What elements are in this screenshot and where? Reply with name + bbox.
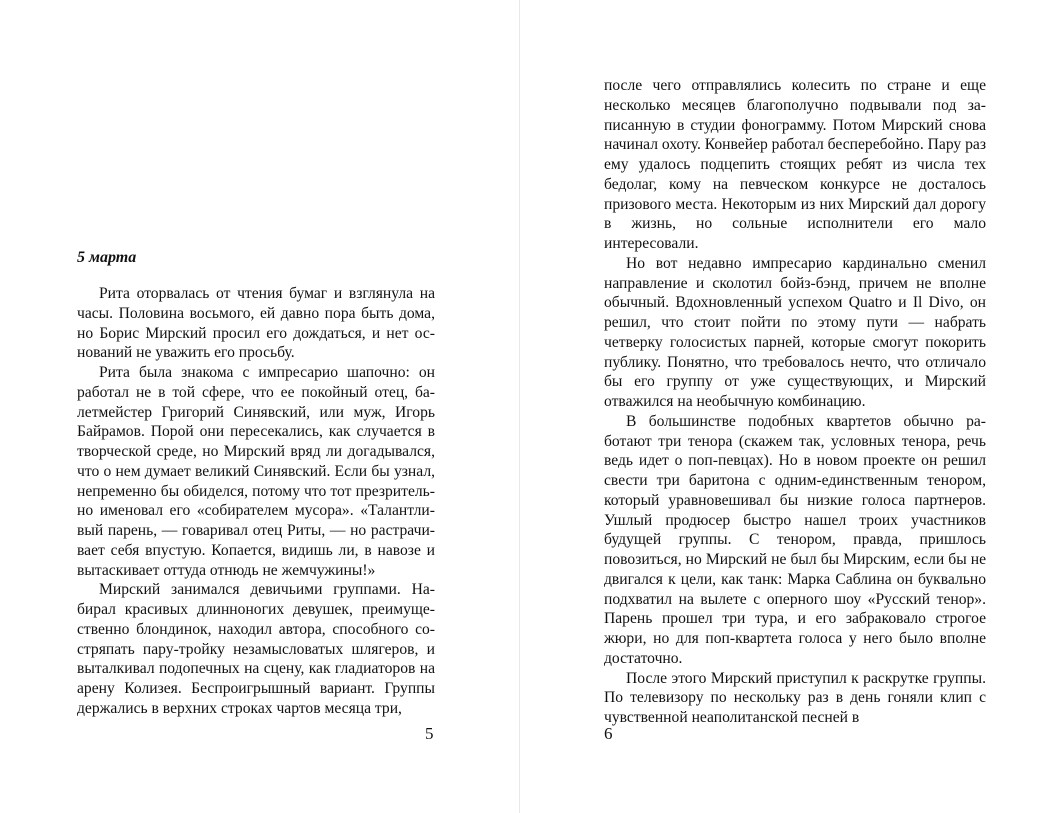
chapter-heading: 5 марта [77, 249, 137, 266]
paragraph: Но вот недавно импресарио кардинально сменил направление и сколотил бойз-бэнд, причем не вполне обычный. Вдохновленный успехом Quatro и Il Divo, он решил, что стоит пойти по этому пути — набрать четверку голосистых парней, которые смогут покорить публику. Понятно, что требовалось нечто, что отличало бы его группу от уже существующих, и Мирский отважился на необычную комбинацию. [604, 254, 986, 410]
left-page-text [77, 284, 435, 719]
page-number: 5 [425, 724, 434, 743]
right-page [520, 0, 1042, 813]
paragraph: В большинстве подобных квартетов обычно работают три тенора (скажем так, условных тенора, речь ведь идет о поп-певцах). Но в новом проекте он решил свести три баритона с одним-единственным тенором, который уравновешивал бы низкие голоса партнеров. Ушлый продюсер быстро нашел троих участников будущей группы. С тенором, правда, пришлось повозиться, но Мирский не был бы Мирским, если бы не двигался к цели, как танк: Марка Саблина он буквально подхватил на вылете с оперного шоу «Русский тенор». Парень прошел три тура, и его забраковало строгое жюри, но для поп-квартета голоса у него было вполне достаточно. [604, 412, 986, 667]
paragraph: после чего отправлялись колесить по стране и еще несколько месяцев благополучно подвывали под записанную в студии фонограмму. Потом Мирский снова начинал охоту. Конвейер работал бесперебойно. Пару раз ему удалось подцепить стоящих ребят из числа тех бедолаг, кому на певческом конкурсе не досталось призового места. Некоторым из них Мирский дал дорогу в жизнь, но сольные исполнители его мало интересовали. [604, 77, 986, 252]
paragraph: Мирский занимался девичьими группами. Набирал красивых длинноногих девушек, преимущественно блондинок, находил автора, способного состряпать пару-тройку незамысловатых шлягеров, и выталкивал подопечных на сцену, как гладиаторов на арену Колизея. Беспроигрышный вариант. Группы держались в верхних строках чартов месяца три, [77, 581, 435, 717]
left-page [0, 0, 519, 813]
page-number: 6 [604, 724, 613, 743]
paragraph: Рита была знакома с импресарио шапочно: он работал не в той сфере, что ее покойный отец, балетмейстер Григорий Синявский, или муж, Игорь Байрамов. Порой они пересекались, как случается в творческой среде, но Мирский вряд ли догадывался, что о нем думает великий Синявский. Если бы узнал, непременно бы обиделся, потому что тот презрительно именовал его «собирателем мусора». «Талантливый парень, — говаривал отец Риты, — но растрачивает себя впустую. Копается, видишь ли, в навозе и вытаскивает оттуда отнюдь не жемчужины!» [77, 364, 435, 579]
paragraph: После этого Мирский приступил к раскрутке группы. По телевизору по нескольку раз в день гоняли клип с чувственной неаполитанской песней в [604, 669, 986, 726]
right-page-text [604, 76, 986, 728]
paragraph: Рита оторвалась от чтения бумаг и взглянула на часы. Половина восьмого, ей давно пора быть дома, но Борис Мирский просил его дождаться, и нет оснований не уважить его просьбу. [77, 285, 435, 362]
